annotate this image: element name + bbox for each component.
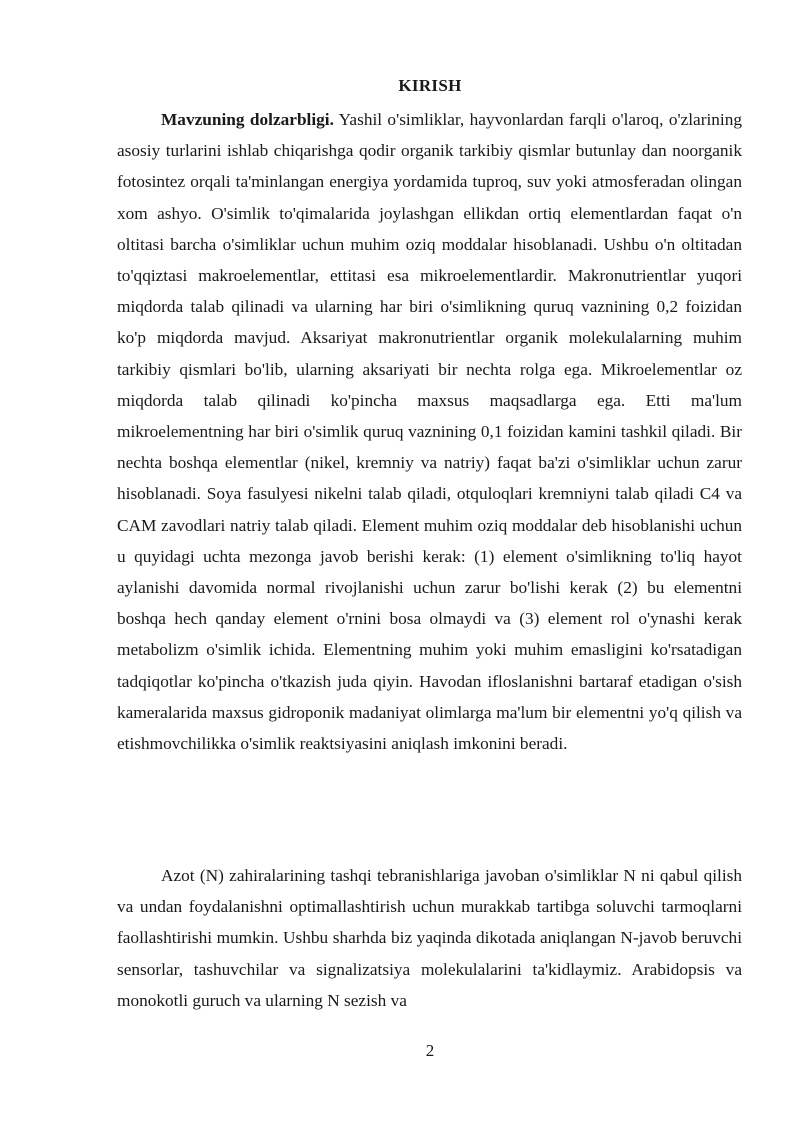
paragraph-body: Yashil o'simliklar, hayvonlardan farqli o'laroq, o'zlarining asosiy turlarini ishlab chiqarishga qodir organik tarkibiy qismlar butunlay dan noorganik fotosintez orqali ta'minlangan energiya yordamida tuproq, suv yoki atmosferadan olingan xom ashyo. O'simlik to'qimalarida joylashgan ellikdan ortiq elementlardan faqat o'n oltitasi barcha o'simliklar uchun muhim oziq moddalar hisoblanadi. Ushbu o'n oltitadan to'qqiztasi makroelementlar, ettitasi esa mikroelementlardir. Makronutrientlar yuqori miqdorda talab qilinadi va ularning har biri o'simlikning quruq vaznining 0,2 foizidan ko'p miqdorda mavjud. Aksariyat makronutrientlar organik molekulalarning muhim tarkibiy qismlari bo'lib, ularning aksariyati bir nechta rolga ega. Mikroelementlar oz miqdorda talab qilinadi ko'pincha maxsus maqsadlarga ega. Etti ma'lum mikroelementning har biri o'simlik quruq vaznining 0,1 foizidan kamini tashkil qiladi. Bir nechta boshqa elementlar (nikel, kremniy va natriy) faqat ba'zi o'simliklar uchun zarur hisoblanadi. Soya fasulyesi nikelni talab qiladi, otquloqlari kremniyni talab qiladi C4 va CAM zavodlari natriy talab qiladi. Element muhim oziq moddalar deb hisoblanishi uchun u quyidagi uchta mezonga javob berishi kerak: (1) element o'simlikning to'liq hayot aylanishi davomida normal rivojlanishi uchun zarur bo'lishi kerak (2) bu elementni boshqa hech qanday element o'rnini bosa olmaydi va (3) element rol o'ynashi kerak metabolizm o'simlik ichida. Elementning muhim yoki muhim emasligini ko'rsatadigan tadqiqotlar ko'pincha o'tkazish juda qiyin. Havodan ifloslanishni bartaraf etadigan o'sish kameralarida maxsus gidroponik madaniyat olimlarga ma'lum bir elementni yo'q qilish va etishmovchilikka o'simlik reaktsiyasini aniqlash imkonini beradi. (117, 110, 742, 754)
paragraph-lead: Mavzuning dolzarbligi. (161, 110, 334, 129)
section-title: KIRISH (398, 76, 462, 95)
paragraph-text (117, 104, 742, 759)
paragraph-relevance (117, 104, 742, 759)
paragraph-text: Azot (N) zahiralarining tashqi tebranishlariga javoban o'simliklar N ni qabul qilish va undan foydalanishni optimallashtirish uchun murakkab tartibga soluvchi tarmoqlarni faollashtirishi mumkin. Ushbu sharhda biz yaqinda dikotada aniqlangan N-javob beruvchi sensorlar, tashuvchilar va signalizatsiya molekulalarini ta'kidlaymiz. Arabidopsis va monokotli guruch va ularning N sezish va (117, 866, 742, 1010)
page-number: 2 (425, 1041, 435, 1060)
paragraph-nitrogen (117, 860, 742, 1016)
